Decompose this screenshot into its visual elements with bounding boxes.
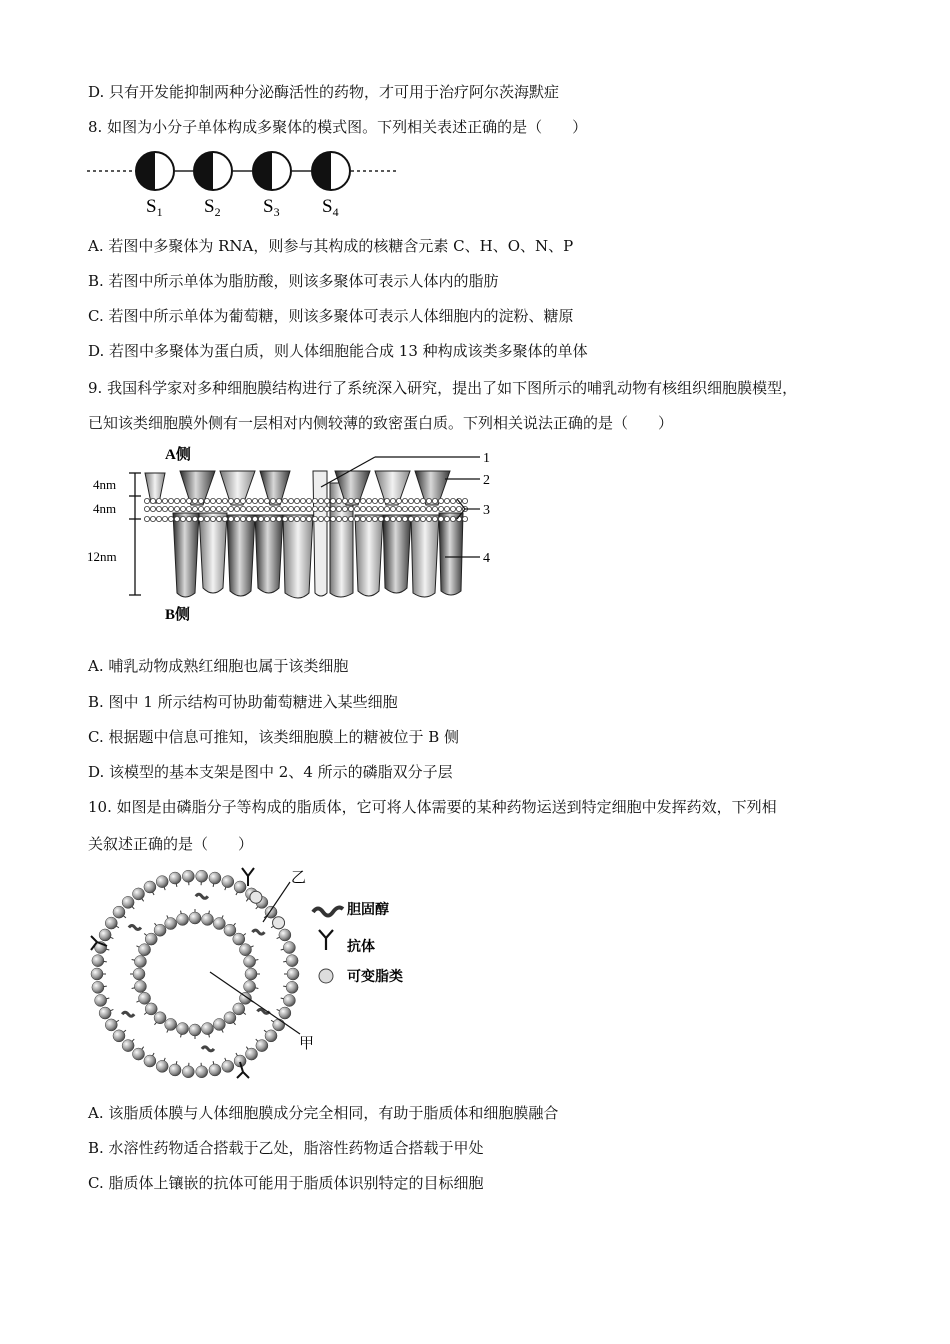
q10-stem-line2: 关叙述正确的是（ ） [88, 835, 254, 853]
label-jia: 甲 [299, 1036, 315, 1052]
legend [313, 901, 403, 985]
q10-option-c: C. 脂质体上镶嵌的抗体可能用于脂质体识别特定的目标细胞 [88, 1174, 484, 1192]
q8-option-c: C. 若图中所示单体为葡萄糖，则该多聚体可表示人体细胞内的淀粉、糖原 [88, 307, 574, 325]
q8-option-d: D. 若图中多聚体为蛋白质，则人体细胞能合成 13 种构成该类多聚体的单体 [88, 342, 588, 360]
label-s3: $S_3$ [263, 196, 280, 219]
callout-2: 2 [483, 473, 490, 488]
scale-bar [129, 473, 141, 595]
cholesterol-icon [313, 908, 343, 916]
scale-4nm-mid: 4nm [93, 501, 117, 516]
q9-option-c: C. 根据题中信息可推知，该类细胞膜上的糖被位于 B 侧 [88, 728, 460, 746]
q10-stem-line1: 10. 如图是由磷脂分子等构成的脂质体，它可将人体需要的某种药物运送到特定细胞中发挥药效，下列相 [88, 798, 777, 816]
q9-stem-line1: 9. 我国科学家对多种细胞膜结构进行了系统深入研究，提出了如下图所示的哺乳动物有核组织细胞膜模型， [88, 379, 798, 397]
legend-cholesterol: 胆固醇 [347, 903, 389, 918]
callout-3: 3 [483, 503, 490, 518]
scale-4nm-top: 4nm [93, 477, 117, 492]
variable-lipid-icon [319, 969, 333, 983]
antibody-marks [91, 868, 254, 1078]
label-yi: 乙 [291, 870, 307, 886]
q9-stem-line2: 已知该类细胞膜外侧有一层相对内侧较薄的致密蛋白质。下列相关说法正确的是（ ） [88, 414, 674, 432]
label-s2: $S_2$ [204, 196, 221, 219]
q7-option-d: D. 只有开发能抑制两种分泌酶活性的药物，才可用于治疗阿尔茨海默症 [88, 83, 560, 101]
antibody-icon [319, 930, 333, 950]
legend-variable-lipid: 可变脂类 [347, 970, 403, 985]
callout-1: 1 [483, 451, 490, 466]
label-s1: $S_1$ [146, 196, 163, 219]
q8-stem: 8. 如图为小分子单体构成多聚体的模式图。下列相关表述正确的是（ ） [88, 118, 588, 136]
legend-antibody: 抗体 [347, 940, 375, 955]
label-s4: $S_4$ [322, 196, 339, 219]
channel-protein [313, 471, 327, 596]
side-a-label: A侧 [165, 447, 191, 463]
side-b-label: B侧 [165, 607, 191, 623]
q8-option-a: A. 若图中多聚体为 RNA，则参与其构成的核糖含元素 C、H、O、N、P [88, 237, 574, 255]
q9-option-b: B. 图中 1 所示结构可协助葡萄糖进入某些细胞 [88, 693, 398, 711]
figure-liposome [85, 862, 430, 1087]
q8-option-b: B. 若图中所示单体为脂肪酸，则该多聚体可表示人体内的脂肪 [88, 272, 499, 290]
figure-monomer-chain [85, 145, 405, 220]
q10-option-b: B. 水溶性药物适合搭载于乙处，脂溶性药物适合搭载于甲处 [88, 1139, 484, 1157]
q9-option-d: D. 该模型的基本支架是图中 2、4 所示的磷脂双分子层 [88, 763, 453, 781]
q9-option-a: A. 哺乳动物成熟红细胞也属于该类细胞 [88, 657, 349, 675]
q10-option-a: A. 该脂质体膜与人体细胞膜成分完全相同，有助于脂质体和细胞膜融合 [88, 1104, 559, 1122]
liposome-bilayer [91, 870, 299, 1078]
monomer-s4 [312, 152, 350, 190]
scale-12nm: 12nm [87, 549, 117, 564]
monomer-s2 [194, 152, 232, 190]
monomer-s3 [253, 152, 291, 190]
monomer-s1 [136, 152, 174, 190]
figure-membrane-model [85, 443, 505, 628]
callout-4: 4 [483, 551, 490, 566]
